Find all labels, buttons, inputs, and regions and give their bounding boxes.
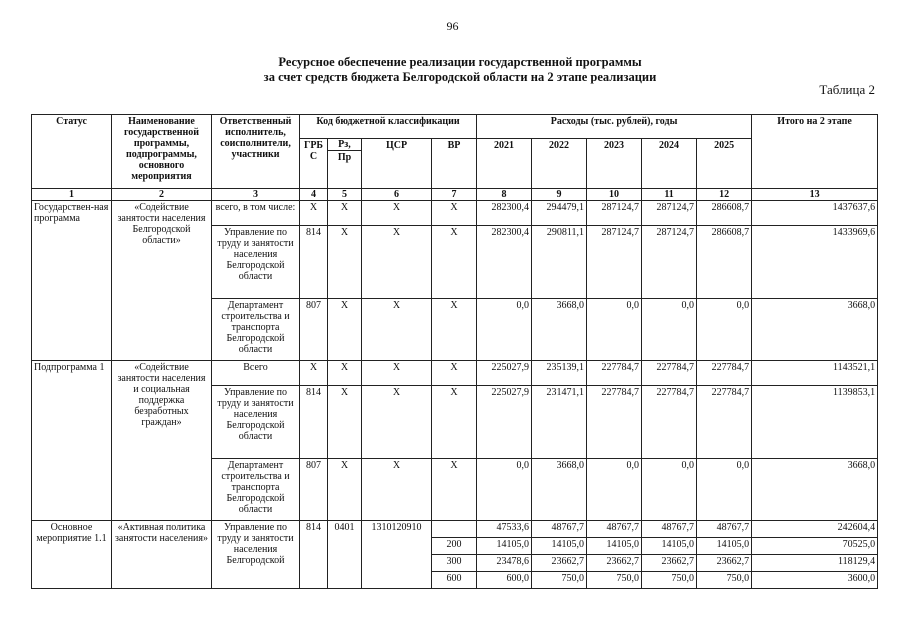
value-2022: 3668,0 xyxy=(532,299,587,361)
value-2021: 282300,4 xyxy=(477,201,532,226)
grbs-cell: 814 xyxy=(300,226,328,299)
value-2024: 0,0 xyxy=(642,299,697,361)
vr-cell: 300 xyxy=(432,555,477,572)
value-2022: 48767,7 xyxy=(532,521,587,538)
executor-cell: Всего xyxy=(212,361,300,386)
column-number: 5 xyxy=(328,189,362,201)
total-cell: 3668,0 xyxy=(752,459,878,521)
rz-cell: Х xyxy=(328,299,362,361)
total-cell: 70525,0 xyxy=(752,538,878,555)
value-2025: 227784,7 xyxy=(697,361,752,386)
value-2021: 0,0 xyxy=(477,299,532,361)
csr-cell: Х xyxy=(362,361,432,386)
value-2021: 23478,6 xyxy=(477,555,532,572)
value-2021: 0,0 xyxy=(477,459,532,521)
value-2024: 227784,7 xyxy=(642,361,697,386)
value-2022: 231471,1 xyxy=(532,386,587,459)
grbs-cell: 814 xyxy=(300,386,328,459)
rz-cell: 0401 xyxy=(328,521,362,589)
grbs-cell: 814 xyxy=(300,521,328,589)
grbs-cell: 807 xyxy=(300,299,328,361)
header-vr: ВР xyxy=(432,139,477,189)
value-2022: 14105,0 xyxy=(532,538,587,555)
value-2025: 286608,7 xyxy=(697,226,752,299)
value-2022: 294479,1 xyxy=(532,201,587,226)
csr-cell: Х xyxy=(362,201,432,226)
header-pr: Пр xyxy=(328,151,362,189)
value-2023: 23662,7 xyxy=(587,555,642,572)
total-cell: 1143521,1 xyxy=(752,361,878,386)
rz-cell: Х xyxy=(328,459,362,521)
column-number: 12 xyxy=(697,189,752,201)
value-2025: 48767,7 xyxy=(697,521,752,538)
value-2025: 286608,7 xyxy=(697,201,752,226)
table-caption: Таблица 2 xyxy=(819,82,875,97)
column-number: 8 xyxy=(477,189,532,201)
header-budget-code: Код бюджетной классификации xyxy=(300,115,477,139)
resource-table xyxy=(31,114,878,589)
value-2021: 47533,6 xyxy=(477,521,532,538)
grbs-cell: Х xyxy=(300,361,328,386)
rz-cell: Х xyxy=(328,386,362,459)
column-number: 6 xyxy=(362,189,432,201)
value-2022: 290811,1 xyxy=(532,226,587,299)
vr-cell: Х xyxy=(432,299,477,361)
table-row xyxy=(32,361,878,386)
header-expenses: Расходы (тыс. рублей), годы xyxy=(477,115,752,139)
grbs-cell: 807 xyxy=(300,459,328,521)
csr-cell: Х xyxy=(362,226,432,299)
name-cell: «Содействие занятости населения Белгородской области» xyxy=(112,201,212,361)
vr-cell: Х xyxy=(432,361,477,386)
total-cell: 1437637,6 xyxy=(752,201,878,226)
total-cell: 242604,4 xyxy=(752,521,878,538)
value-2025: 23662,7 xyxy=(697,555,752,572)
column-number: 7 xyxy=(432,189,477,201)
header-status: Статус xyxy=(32,115,112,189)
column-number: 3 xyxy=(212,189,300,201)
column-number: 1 xyxy=(32,189,112,201)
vr-cell: Х xyxy=(432,459,477,521)
value-2021: 600,0 xyxy=(477,572,532,589)
csr-cell: Х xyxy=(362,459,432,521)
value-2022: 23662,7 xyxy=(532,555,587,572)
vr-cell: Х xyxy=(432,201,477,226)
total-cell: 3600,0 xyxy=(752,572,878,589)
value-2023: 287124,7 xyxy=(587,201,642,226)
value-2024: 48767,7 xyxy=(642,521,697,538)
value-2023: 227784,7 xyxy=(587,386,642,459)
value-2023: 0,0 xyxy=(587,299,642,361)
total-cell: 1433969,6 xyxy=(752,226,878,299)
table-row xyxy=(32,201,878,226)
value-2024: 23662,7 xyxy=(642,555,697,572)
header-year-2024: 2024 xyxy=(642,139,697,189)
vr-cell: 200 xyxy=(432,538,477,555)
name-cell: «Активная политика занятости населения» xyxy=(112,521,212,589)
value-2021: 225027,9 xyxy=(477,361,532,386)
rz-cell: Х xyxy=(328,201,362,226)
executor-cell: Департамент строительства и транспорта Белгородской области xyxy=(212,299,300,361)
header-total: Итого на 2 этапе xyxy=(752,115,878,189)
table-row xyxy=(32,521,878,538)
header-executor: Ответственный исполнитель, соисполнители, участники xyxy=(212,115,300,189)
value-2025: 14105,0 xyxy=(697,538,752,555)
header-year-2021: 2021 xyxy=(477,139,532,189)
value-2023: 287124,7 xyxy=(587,226,642,299)
value-2023: 750,0 xyxy=(587,572,642,589)
column-number: 9 xyxy=(532,189,587,201)
value-2023: 227784,7 xyxy=(587,361,642,386)
header-rz: Рз, xyxy=(328,139,362,151)
total-cell: 1139853,1 xyxy=(752,386,878,459)
header-name: Наименование государственной программы, подпрограммы, основного мероприятия xyxy=(112,115,212,189)
rz-cell: Х xyxy=(328,361,362,386)
page-number: 96 xyxy=(446,19,459,33)
header-grbs: ГРБ С xyxy=(300,139,328,189)
value-2024: 14105,0 xyxy=(642,538,697,555)
executor-cell: Управление по труду и занятости населения Белгородской xyxy=(212,521,300,589)
value-2025: 0,0 xyxy=(697,299,752,361)
total-cell: 118129,4 xyxy=(752,555,878,572)
header-year-2022: 2022 xyxy=(532,139,587,189)
title-line-1: Ресурсное обеспечение реализации государственной программы xyxy=(278,55,642,69)
name-cell: «Содействие занятости населения и социальная поддержка безработных граждан» xyxy=(112,361,212,521)
column-number: 2 xyxy=(112,189,212,201)
status-cell: Государствен-ная программа xyxy=(32,201,112,361)
header-year-2023: 2023 xyxy=(587,139,642,189)
value-2025: 750,0 xyxy=(697,572,752,589)
vr-cell: Х xyxy=(432,226,477,299)
executor-cell: Департамент строительства и транспорта Белгородской области xyxy=(212,459,300,521)
csr-cell: 1310120910 xyxy=(362,521,432,589)
value-2022: 750,0 xyxy=(532,572,587,589)
value-2021: 14105,0 xyxy=(477,538,532,555)
value-2024: 287124,7 xyxy=(642,226,697,299)
csr-cell: Х xyxy=(362,386,432,459)
vr-cell xyxy=(432,521,477,538)
column-number: 13 xyxy=(752,189,878,201)
value-2024: 287124,7 xyxy=(642,201,697,226)
value-2025: 0,0 xyxy=(697,459,752,521)
value-2024: 227784,7 xyxy=(642,386,697,459)
executor-cell: Управление по труду и занятости населения Белгородской области xyxy=(212,386,300,459)
document-title xyxy=(60,55,860,85)
value-2022: 235139,1 xyxy=(532,361,587,386)
vr-cell: 600 xyxy=(432,572,477,589)
value-2023: 0,0 xyxy=(587,459,642,521)
value-2024: 750,0 xyxy=(642,572,697,589)
value-2022: 3668,0 xyxy=(532,459,587,521)
column-number: 4 xyxy=(300,189,328,201)
executor-cell: всего, в том числе: xyxy=(212,201,300,226)
executor-cell: Управление по труду и занятости населения Белгородской области xyxy=(212,226,300,299)
total-cell: 3668,0 xyxy=(752,299,878,361)
header-csr: ЦСР xyxy=(362,139,432,189)
column-number: 11 xyxy=(642,189,697,201)
value-2024: 0,0 xyxy=(642,459,697,521)
value-2023: 14105,0 xyxy=(587,538,642,555)
grbs-cell: Х xyxy=(300,201,328,226)
title-line-2: за счет средств бюджета Белгородской области на 2 этапе реализации xyxy=(263,70,657,84)
rz-cell: Х xyxy=(328,226,362,299)
header-year-2025: 2025 xyxy=(697,139,752,189)
csr-cell: Х xyxy=(362,299,432,361)
value-2023: 48767,7 xyxy=(587,521,642,538)
status-cell: Основное мероприятие 1.1 xyxy=(32,521,112,589)
status-cell: Подпрограмма 1 xyxy=(32,361,112,521)
vr-cell: Х xyxy=(432,386,477,459)
value-2021: 225027,9 xyxy=(477,386,532,459)
column-number: 10 xyxy=(587,189,642,201)
value-2025: 227784,7 xyxy=(697,386,752,459)
value-2021: 282300,4 xyxy=(477,226,532,299)
